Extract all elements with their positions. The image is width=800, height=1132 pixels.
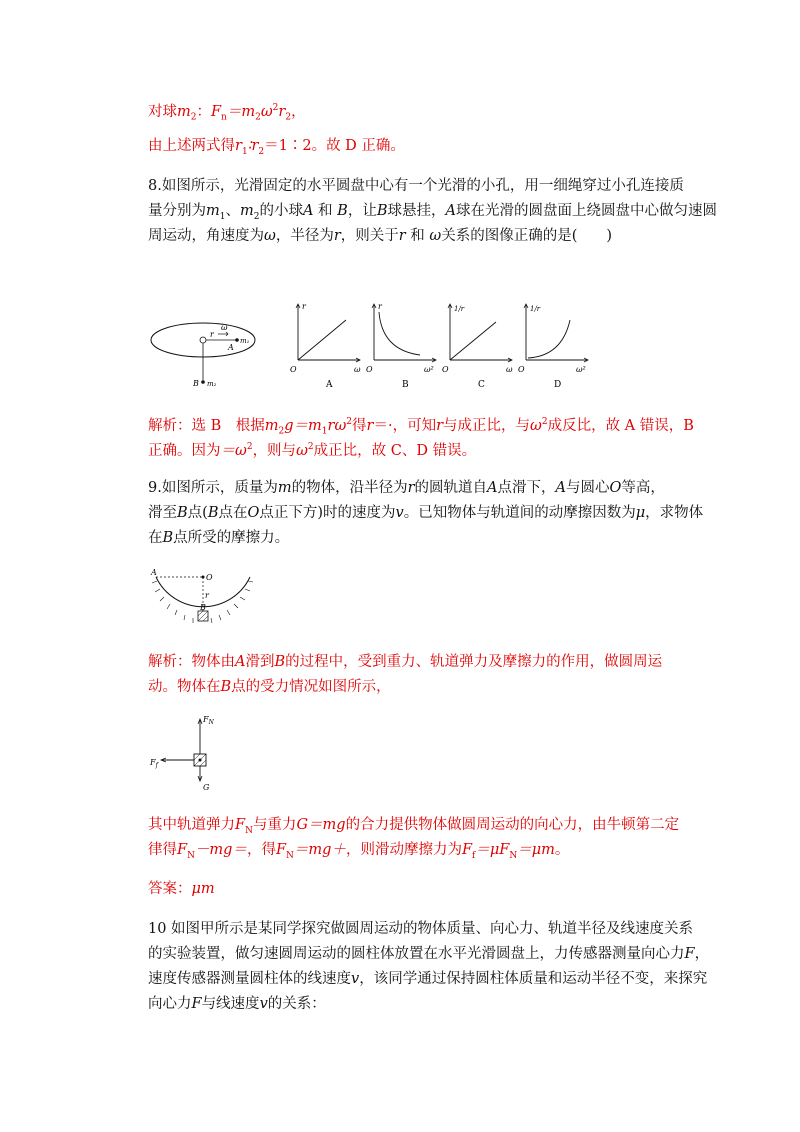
svg-text:B: B [200, 603, 206, 612]
figure-9 [148, 565, 258, 630]
graph-A [290, 302, 361, 390]
svg-text:ω²: ω² [424, 365, 434, 374]
label-m2: m₂ [207, 380, 217, 388]
label-omega: ω [221, 323, 228, 332]
svg-text:FN: $F_N$ [203, 715, 214, 726]
graph-D [518, 304, 588, 390]
graph-C [442, 304, 513, 390]
answer-9-line: 其中轨道弹力$F_N$与重力G＝mg的合力提供物体做圆周运动的向心力，由牛顿第二定 [148, 817, 680, 836]
text-line: 由上述两式得$r_1∶r_2=1∶2$。故 D 正确。 [148, 138, 405, 157]
svg-text:O: O [206, 573, 213, 582]
svg-text:D: D [554, 380, 562, 390]
svg-text:G: G [203, 783, 210, 792]
label-B: B [193, 379, 199, 388]
label-A: A [228, 343, 234, 352]
question-10-line: 速度传感器测量圆柱体的线速度v，该同学通过保持圆柱体质量和运动半径不变，来探究 [148, 971, 708, 987]
graph-B [366, 302, 436, 390]
svg-text:O: O [366, 365, 373, 374]
text-line: 对球$m_2$：$F_n=m_2\omega^2r_2$， [148, 103, 306, 123]
svg-text:A: A [326, 380, 333, 390]
svg-text:O: O [518, 365, 525, 374]
answer-9-line: 律得$F_N-mg=$，得$F_N=mg+$，则滑动摩擦力为$F_f=\mu F_N=\mu m$。 [148, 842, 570, 861]
svg-text:1/r: 1/r [454, 305, 465, 313]
question-8-line: 量分别为$m_1$、$m_2$的小球A 和 B，让B球悬挂，A球在光滑的圆盘面上绕圆盘中心做匀速圆 [148, 203, 717, 222]
label-m1: m₁ [240, 337, 250, 345]
svg-text:ω: ω [354, 365, 361, 374]
answer-8-line: 解析：选 B 根据$m_2g=m_1r\omega^2$得r＝·，可知r与成正比，与$\omega^2$成反比，故 A 错误，B [148, 417, 694, 437]
svg-text:r: r [302, 302, 306, 311]
svg-text:r: r [378, 302, 382, 311]
svg-text:ω²: ω² [576, 365, 586, 374]
question-9-line: 滑至B点(B点在O点正下方)时的速度为v。已知物体与轨道间的动摩擦因数为μ，求物体 [148, 505, 704, 521]
question-9-line: 9.如图所示，质量为m的物体，沿半径为r的圆轨道自A点滑下，A与圆心O等高， [148, 480, 665, 496]
disk-diagram [151, 323, 255, 388]
question-9-line: 在B点所受的摩擦力。 [148, 530, 290, 546]
svg-text:Ff: $F_f$ [150, 758, 158, 769]
question-8-line: 8.如图所示，光滑固定的水平圆盘中心有一个光滑的小孔，用一细绳穿过小孔连接质 [148, 178, 684, 194]
svg-text:C: C [478, 380, 485, 390]
answer-9-line: 动。物体在B点的受力情况如图所示， [148, 679, 391, 695]
label-r: r [210, 330, 214, 339]
answer-label: 答案：μm [148, 881, 215, 897]
question-8-line: 周运动，角速度为ω，半径为r，则关于r 和 ω关系的图像正确的是( ) [148, 228, 613, 244]
answer-9-line: 解析：物体由A滑到B的过程中，受到重力、轨道弹力及摩擦力的作用，做圆周运 [148, 654, 663, 670]
question-10-line: 的实验装置，做匀速圆周运动的圆柱体放置在水平光滑圆盘上，力传感器测量向心力F， [148, 946, 710, 962]
question-10-line: 向心力F与线速度v的关系： [148, 996, 326, 1012]
figure-8 [148, 298, 608, 398]
svg-text:B: B [402, 380, 409, 390]
svg-text:ω: ω [506, 365, 513, 374]
svg-text:A: A [151, 568, 157, 577]
answer-8-line: 正确。因为$=\omega^2$，则与$\omega^2$成正比，故 C、D 错误。 [148, 442, 477, 459]
question-10-line: 10 如图甲所示是某同学探究做圆周运动的物体质量、向心力、轨道半径及线速度关系 [148, 921, 694, 937]
figure-9-force [148, 712, 228, 792]
svg-text:r: r [205, 591, 209, 600]
svg-text:O: O [442, 365, 449, 374]
svg-text:1/r: 1/r [530, 305, 541, 313]
svg-text:O: O [290, 365, 297, 374]
